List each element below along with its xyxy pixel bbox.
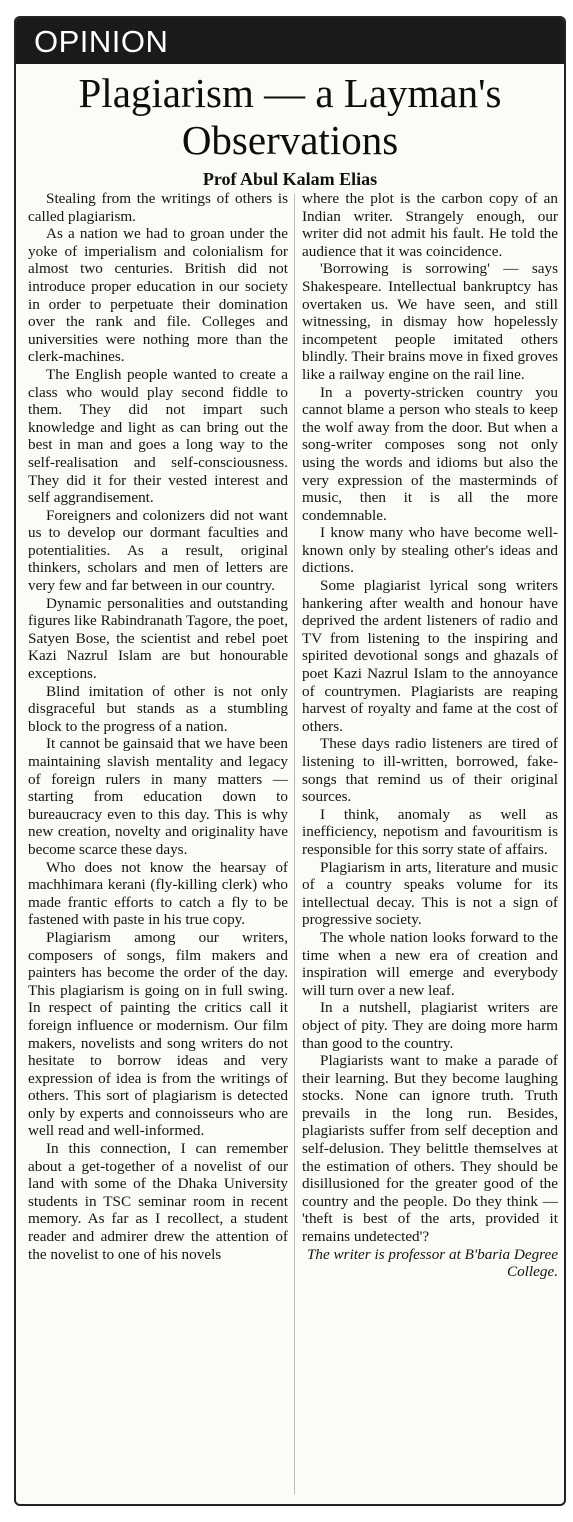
paragraph: Foreigners and colonizers did not want us to develop our dormant faculties and potentialities. As a result, original thinkers, scholars and men of letters are very few and far between in our country. — [28, 506, 288, 595]
paragraph: Who does not know the hearsay of machhimara kerani (fly-killing clerk) who made frantic efforts to catch a fly to be fastened with paste in his true copy. — [28, 858, 288, 929]
paragraph: Plagiarism among our writers, composers of songs, film makers and painters has become the order of the day. This plagiarism is going on in full swing. In respect of painting the critics call it foreign influence or modernism. Our film makers, novelists and song writers do not hesitate to borrow ideas and very expression of idea is from the writings of others. This sort of plagiarism is detected only by experts and connoisseurs who are well read and well-informed. — [28, 928, 288, 1140]
paragraph: In this connection, I can remember about a get-together of a novelist of our land with some of the Dhaka University students in TSC seminar room in recent memory. As far as I recollect, a student reader and admirer drew the attention of the novelist to one of his novels — [28, 1140, 288, 1263]
article-column-right — [302, 190, 558, 1281]
paragraph: Plagiarists want to make a parade of their learning. But they become laughing stocks. None can ignore truth. Truth prevails in the long run. Besides, plagiarists suffer from self deception and self-delusion. They belittle themselves at the estimation of others. They should be disillusioned for the greater good of the country and the people. Do they think — 'theft is best of the arts, provided it remains undetected'? — [302, 1052, 558, 1246]
headline — [16, 70, 564, 164]
headline-line-1: Plagiarism — a Layman's — [78, 70, 502, 116]
paragraph: In a poverty-stricken country you cannot blame a person who steals to keep the wolf away from the door. But when a song-writer composes song not only using the words and idioms but also the very expression of the masterminds of music, then it is all the more condemnable. — [302, 383, 558, 524]
paragraph: The English people wanted to create a class who would play second fiddle to them. They did not impart such knowledge and light as can bring out the best in man and goes a long way to the self-realisation and self-consciousness. They did it for their vested interest and self aggrandisement. — [28, 365, 288, 507]
column-divider — [294, 194, 295, 1494]
paragraph: These days radio listeners are tired of listening to ill-written, borrowed, fake-songs that remind us of their original sources. — [302, 735, 558, 806]
paragraph: Plagiarism in arts, literature and music of a country speaks volume for its intellectual decay. This is not a sign of progressive society. — [302, 858, 558, 929]
paragraph: It cannot be gainsaid that we have been maintaining slavish mentality and legacy of foreign rulers in many matters — starting from education down to bureaucracy even to this day. This is why new creation, novelty and originality have become scarce these days. — [28, 735, 288, 858]
section-banner — [16, 18, 564, 64]
paragraph: In a nutshell, plagiarist writers are object of pity. They are doing more harm than good to the country. — [302, 999, 558, 1052]
paragraph: Some plagiarist lyrical song writers hankering after wealth and honour have deprived the ardent listeners of radio and TV from listening to the inspiring and spirited devotional songs and ghazals of poet Kazi Nazrul Islam to the annoyance of countrymen. Plagiarists are reaping harvest of royalty and fame at the cost of others. — [302, 577, 558, 735]
article-column-left — [28, 190, 288, 1263]
section-label: OPINION — [34, 24, 169, 59]
paragraph: I think, anomaly as well as inefficiency, nepotism and favouritism is responsible for this sorry state of affairs. — [302, 805, 558, 858]
author-footnote: The writer is professor at B'baria Degree College. — [306, 1245, 558, 1281]
byline: Prof Abul Kalam Elias — [202, 169, 378, 189]
paragraph: Dynamic personalities and outstanding figures like Rabindranath Tagore, the poet, Satyen Bose, the scientist and rebel poet Kazi Nazrul Islam are but honourable exceptions. — [28, 594, 288, 683]
paragraph: Blind imitation of other is not only disgraceful but stands as a stumbling block to the progress of a nation. — [28, 682, 288, 735]
paragraph-continued: where the plot is the carbon copy of an Indian writer. Strangely enough, our writer did not admit his fault. He told the audience that it was coincidence. — [302, 190, 558, 260]
headline-line-2: Observations — [181, 117, 399, 163]
paragraph: As a nation we had to groan under the yoke of imperialism and colonialism for almost two centuries. British did not introduce proper education in our society in order to perpetuate their domination over the rank and file. Colleges and universities were nothing more than the clerk-machines. — [28, 225, 288, 366]
paragraph: Stealing from the writings of others is called plagiarism. — [28, 190, 288, 225]
newspaper-clipping — [14, 16, 566, 1506]
paragraph: 'Borrowing is sorrowing' — says Shakespeare. Intellectual bankruptcy has overtaken us. We have seen, and still witnessing, in dismay how hopelessly incompetent people imitated others blindly. Their brains move in fixed groves like a railway engine on the rail line. — [302, 260, 558, 383]
paragraph: The whole nation looks forward to the time when a new era of creation and inspiration will emerge and everybody will turn over a new leaf. — [302, 928, 558, 999]
paragraph: I know many who have become well-known only by stealing other's ideas and dictions. — [302, 524, 558, 577]
